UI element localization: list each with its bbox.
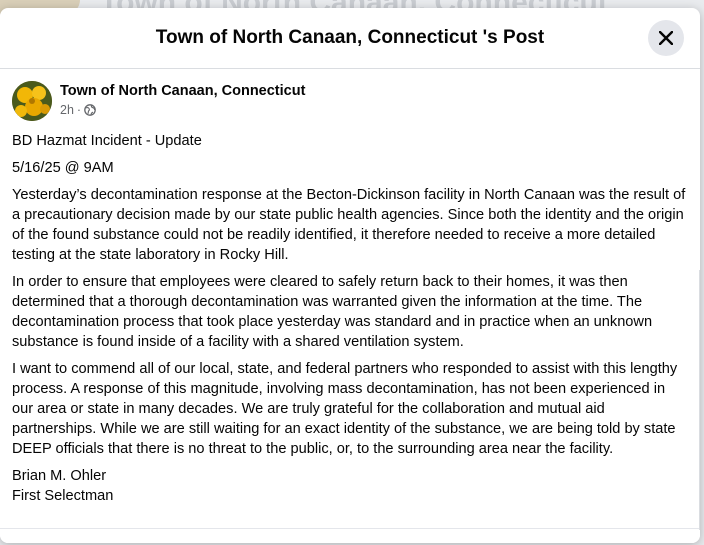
post-header bbox=[0, 69, 700, 131]
modal-title: Town of North Canaan, Connecticut 's Post bbox=[155, 27, 545, 48]
meta-separator: · bbox=[76, 103, 82, 117]
post-paragraph: Yesterday’s decontamination response at the Becton-Dickinson facility in North Canaan was the result of a precautionary decision made by our state public health agencies. Since both the identity and the origin of the found substance could not be readily identified, it therefore needed to receive a more detailed testing at the state laboratory in Rocky Hill. bbox=[12, 187, 686, 263]
post-modal bbox=[0, 8, 700, 543]
post-body bbox=[0, 131, 700, 506]
post-time[interactable]: 2h bbox=[60, 103, 74, 117]
background-edge bbox=[699, 270, 704, 530]
post-author[interactable]: Town of North Canaan, Connecticut bbox=[60, 83, 306, 99]
post-date: 5/16/25 @ 9AM bbox=[12, 160, 114, 176]
flower-photo-icon bbox=[12, 81, 52, 121]
post-meta bbox=[60, 103, 96, 117]
post-heading: BD Hazmat Incident - Update bbox=[12, 133, 202, 149]
post-paragraph: I want to commend all of our local, state, and federal partners who responded to assist with this lengthy process. A response of this magnitude, involving mass decontamination, has not been experienced in our area or state in many decades. We are truly grateful for the collaboration and mutual aid partnerships. While we are still waiting for an exact identity of the substance, we are being told by state DEEP officials that there is no threat to the public, or, to the surrounding area near the facility. bbox=[12, 361, 678, 457]
signature-name: Brian M. Ohler bbox=[12, 468, 107, 484]
close-icon bbox=[659, 31, 673, 45]
modal-header bbox=[0, 8, 700, 69]
avatar[interactable] bbox=[12, 81, 52, 121]
modal-footer-edge bbox=[0, 528, 700, 543]
globe-icon[interactable] bbox=[84, 104, 96, 116]
post-paragraph: In order to ensure that employees were cleared to safely return back to their homes, it was then determined that a thorough decontamination was warranted given the information at the time. The decontamination process that took place yesterday was standard and in practice when an unknown substance is found inside of a facility with a shared ventilation system. bbox=[12, 274, 653, 350]
close-button[interactable] bbox=[648, 20, 684, 56]
signature-title: First Selectman bbox=[12, 488, 114, 504]
